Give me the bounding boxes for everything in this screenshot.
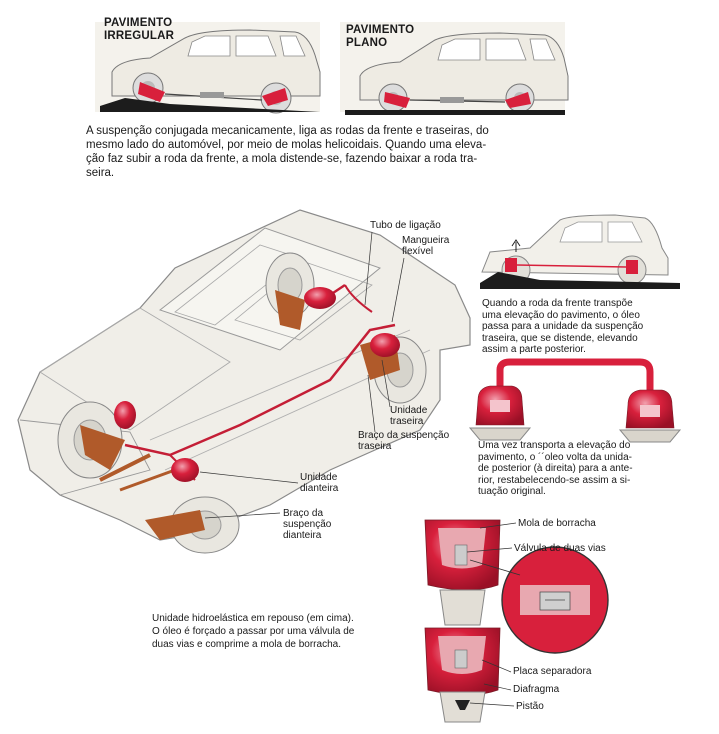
label-unidade-dianteira [300, 472, 338, 494]
label-mangueira-line-1: Mangueira [402, 235, 450, 246]
caption-front-wheel-line: uma elevação do pavimento, o óleo [482, 309, 640, 321]
heading-irregular [104, 17, 174, 42]
caption-return-line: pavimento, o ´´oleo volta da unida- [478, 451, 632, 463]
caption-front-wheel-line: passa para a unidade da suspenção [482, 321, 644, 332]
caption-hydroelastic-line: O óleo é forçado a passar por uma válvula de [152, 626, 355, 637]
top-caption-line: seira. [86, 167, 115, 179]
heading-flat-line-2: PLANO [346, 36, 388, 49]
label-unidade-traseira-line-1: Unidade [390, 405, 428, 416]
label-mola-borracha: Mola de borracha [518, 518, 596, 529]
label-unidade-dianteira-line-1: Unidade [300, 472, 338, 483]
label-valvula-duas-vias: Válvula de duas vias [514, 543, 606, 554]
label-braco-traseira-line-1: Braço da suspenção [358, 430, 450, 441]
unit-cross-section-bottom [425, 628, 500, 722]
caption-front-wheel-line: Quando a roda da frente transpõe [482, 298, 633, 309]
label-mangueira-line-2: flexível [402, 246, 434, 257]
top-caption [86, 124, 606, 180]
label-braco-dianteira-line-2: suspenção [283, 519, 332, 530]
main-car-cutaway [18, 210, 470, 553]
label-braco-dianteira-line-1: Braço da [283, 508, 324, 519]
label-diafragma: Diafragma [513, 684, 560, 695]
label-placa-separadora: Placa separadora [513, 666, 592, 677]
caption-front-wheel [482, 298, 692, 356]
caption-return-line: de posterior (à direita) para a ante- [478, 463, 633, 474]
caption-return-line: Uma vez transporta a elevação do [478, 440, 631, 451]
right-car-side [480, 215, 680, 289]
heading-flat-line-1: PAVIMENTO [346, 24, 415, 36]
caption-hydroelastic-line: duas vias e comprime a mola de borracha. [152, 639, 341, 650]
label-mangueira [402, 235, 449, 257]
right-pipe-diagram [470, 362, 680, 442]
caption-hydroelastic-unit [152, 612, 412, 651]
caption-front-wheel-line: traseira, que se distende, elevando [482, 332, 638, 344]
caption-hydroelastic-line: Unidade hidroelástica em repouso (em cima). [152, 613, 354, 624]
caption-return [478, 440, 688, 498]
label-unidade-traseira [390, 405, 427, 427]
caption-return-line: rior, restabelecendo-se assim a si- [478, 474, 631, 486]
top-caption-line: ção faz subir a roda da frente, a mola distende-se, fazendo baixar a roda tra- [86, 153, 478, 165]
caption-return-line: tuação original. [478, 486, 546, 497]
caption-front-wheel-line: assim a parte posterior. [482, 344, 586, 355]
label-tubo-ligacao: Tubo de ligação [370, 220, 441, 231]
heading-irregular-line-2: IRREGULAR [104, 29, 175, 42]
label-unidade-traseira-line-2: traseira [390, 416, 424, 427]
label-braco-traseira-line-2: traseira [358, 441, 392, 452]
heading-irregular-line-1: PAVIMENTO [104, 17, 173, 29]
label-braco-dianteira [283, 508, 331, 541]
label-braco-traseira [358, 430, 449, 452]
label-pistao: Pistão [516, 701, 544, 712]
heading-flat [346, 24, 414, 49]
label-unidade-dianteira-line-2: dianteira [300, 483, 339, 494]
top-caption-line: A suspenção conjugada mecanicamente, liga as rodas da frente e traseiras, do [86, 125, 489, 137]
label-braco-dianteira-line-3: dianteira [283, 530, 322, 541]
unit-cross-section-top [425, 520, 500, 625]
top-caption-line: mesmo lado do automóvel, por meio de molas helicoidais. Quando uma eleva- [86, 139, 487, 151]
